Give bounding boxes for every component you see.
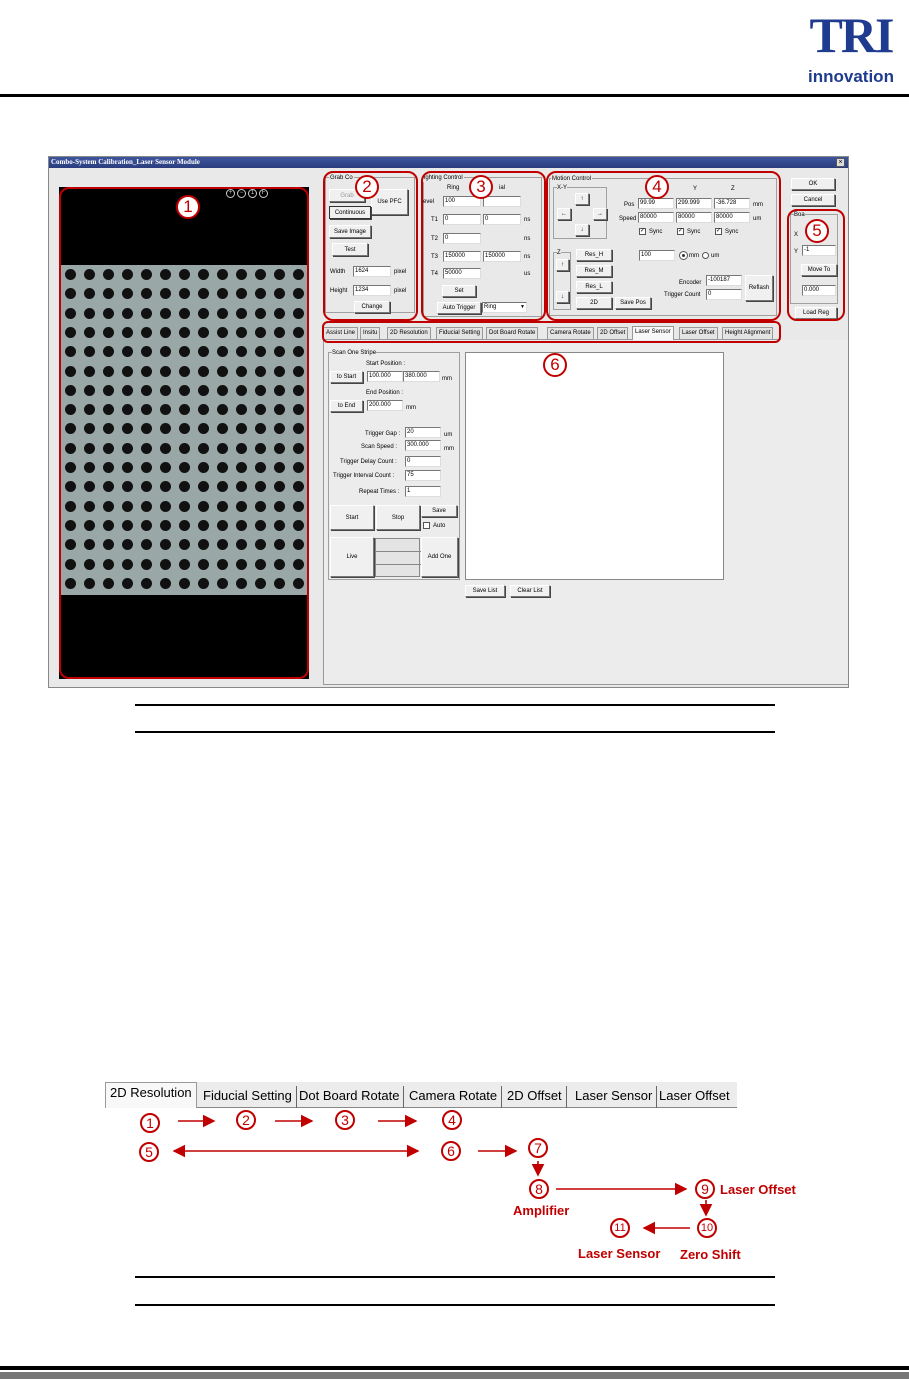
flow-step-11: 11 — [610, 1218, 630, 1238]
continuous-button[interactable]: Continuous — [329, 206, 371, 219]
board-y-label: Y — [794, 249, 799, 255]
move-to-button[interactable]: Move To — [801, 264, 837, 276]
strip-tab-2d-resolution: 2D Resolution — [105, 1082, 197, 1108]
t4-unit: us — [524, 271, 531, 277]
sync-z-checkbox[interactable]: ✓ — [716, 228, 722, 234]
tab-laser-sensor[interactable]: Laser Sensor — [632, 326, 674, 340]
start-position-b-input[interactable]: 380.000 — [403, 371, 440, 382]
z-up-button[interactable]: ↑ — [556, 259, 569, 271]
flow-step-5: 5 — [139, 1142, 159, 1162]
um-label: um — [711, 253, 720, 259]
end-position-input[interactable]: 200.000 — [367, 400, 403, 411]
width-input[interactable]: 1624 — [353, 266, 391, 277]
sync-y-checkbox[interactable]: ✓ — [678, 228, 684, 234]
board-group-label: Boa — [794, 212, 805, 218]
trigger-interval-label: Trigger Interval Count : — [333, 473, 395, 479]
t2-unit: ns — [524, 236, 531, 242]
save-pos-button[interactable]: Save Pos — [615, 297, 651, 309]
flow-step-4: 4 — [442, 1110, 462, 1130]
slot-divider — [376, 564, 421, 565]
caption-rule — [135, 1304, 775, 1306]
sync-x-checkbox[interactable]: ✓ — [640, 228, 646, 234]
t3-label: T3 — [431, 254, 439, 260]
save-button[interactable]: Save — [421, 505, 457, 517]
width-label: Width — [330, 269, 346, 275]
to-start-button[interactable]: to Start — [330, 371, 363, 383]
z-down-button[interactable]: ↓ — [556, 291, 569, 303]
repeat-times-input[interactable]: 1 — [405, 486, 441, 497]
trigger-source-value: Ring — [484, 304, 497, 310]
tab-2d-resolution[interactable]: 2D Resolution — [387, 327, 431, 339]
scan-speed-input[interactable]: 300.000 — [405, 440, 441, 451]
sync-y-label: Sync — [687, 229, 701, 235]
live-button[interactable]: Live — [330, 537, 374, 577]
tab-assist-line[interactable]: Assist Line — [323, 327, 358, 339]
flow-step-1: 1 — [140, 1113, 160, 1133]
level-label: evel — [423, 199, 435, 205]
trigger-count-label: Trigger Count — [664, 292, 701, 298]
callout-box-image — [59, 187, 309, 679]
footer-band — [0, 1372, 909, 1379]
auto-checkbox[interactable] — [423, 522, 430, 529]
calibration-window — [48, 156, 849, 688]
scan-speed-label: Scan Speed : — [361, 444, 398, 450]
set-button[interactable]: Set — [442, 285, 476, 297]
z-column-label: Z — [731, 186, 735, 192]
tab-fiducial-setting[interactable]: Fiducial Setting — [436, 327, 483, 339]
speed-label: Speed — [619, 216, 637, 222]
auto-label: Auto — [433, 523, 446, 529]
flow-step-8: 8 — [529, 1179, 549, 1199]
zoom-in-icon[interactable]: + — [226, 189, 235, 198]
t1-label: T1 — [431, 217, 439, 223]
pos-z-input[interactable]: -36.728 — [714, 198, 750, 209]
speed-y-input[interactable]: 80000 — [676, 212, 712, 223]
t1-ring-input[interactable]: 0 — [443, 214, 481, 225]
encoder-value: -100187 — [706, 275, 742, 286]
scan-result-list[interactable] — [465, 352, 724, 580]
clear-list-button[interactable]: Clear List — [510, 585, 550, 597]
tab-height-alignment[interactable]: Height Alignment — [722, 327, 773, 339]
height-input[interactable]: 1234 — [353, 285, 391, 296]
encoder-label: Encoder — [679, 280, 702, 286]
grab-group-label: Grab Co — [330, 175, 353, 181]
trigger-delay-input[interactable]: 0 — [405, 456, 441, 467]
chevron-down-icon: ▼ — [520, 304, 525, 310]
start-position-label: Start Position : — [366, 361, 406, 367]
coaxial-column-label: ial — [499, 185, 506, 191]
amplifier-label: Amplifier — [513, 1203, 570, 1218]
stop-button[interactable]: Stop — [376, 505, 420, 530]
start-button[interactable]: Start — [330, 505, 374, 530]
res-h-button[interactable]: Res_H — [576, 249, 612, 261]
ring-column-label: Ring — [447, 185, 460, 191]
tab-camera-rotate[interactable]: Camera Rotate — [547, 327, 594, 339]
change-button[interactable]: Change — [354, 301, 390, 313]
live-preview-slots — [375, 538, 420, 577]
height-label: Height — [330, 288, 348, 294]
start-unit: mm — [442, 376, 452, 382]
mm-label: mm — [689, 253, 699, 259]
ok-button[interactable]: OK — [791, 178, 835, 190]
t3-unit: ns — [524, 254, 531, 260]
t3-coaxial-input[interactable]: 150000 — [483, 251, 521, 262]
to-end-button[interactable]: to End — [330, 400, 363, 412]
use-pfc-button[interactable]: Use PFC — [371, 189, 408, 215]
zoom-actual-icon[interactable]: 1 — [248, 189, 257, 198]
zoom-fit-icon[interactable]: F — [259, 189, 268, 198]
logo-mark: TRI — [809, 7, 893, 63]
caption-rule — [135, 704, 775, 706]
flow-step-10: 10 — [697, 1218, 717, 1238]
callout-badge-5: 5 — [805, 219, 829, 243]
scan-stripe-label: Scan One Stripe — [332, 350, 377, 356]
trigger-gap-label: Trigger Gap : — [365, 431, 401, 437]
board-x-label: X — [794, 232, 799, 238]
speed-unit: um — [753, 216, 762, 222]
flow-step-6: 6 — [441, 1141, 461, 1161]
save-image-button[interactable]: Save Image — [329, 225, 371, 238]
zero-shift-label: Zero Shift — [680, 1247, 741, 1262]
t4-label: T4 — [431, 271, 439, 277]
callout-badge-3: 3 — [469, 175, 493, 199]
flow-step-3: 3 — [335, 1110, 355, 1130]
zoom-out-icon[interactable]: − — [237, 189, 246, 198]
strip-tab-fiducial-setting: Fiducial Setting — [199, 1086, 297, 1108]
slot-divider — [376, 551, 421, 552]
flow-step-7: 7 — [528, 1138, 548, 1158]
reflash-button[interactable]: Reflash — [745, 275, 773, 301]
lighting-group-label: ighting Control — [424, 175, 463, 181]
start-position-a-input[interactable]: 100.000 — [367, 371, 403, 382]
t4-ring-input[interactable]: 50000 — [443, 268, 481, 279]
callout-badge-1: 1 — [176, 195, 200, 219]
board-y-input[interactable]: -1 — [802, 245, 836, 256]
strip-tab-2d-offset: 2D Offset — [503, 1086, 567, 1108]
caption-rule — [135, 731, 775, 733]
strip-tab-camera-rotate: Camera Rotate — [405, 1086, 502, 1108]
tab-laser-offset[interactable]: Laser Offset — [679, 327, 718, 339]
speed-z-input[interactable]: 80000 — [714, 212, 750, 223]
pos-unit: mm — [753, 202, 763, 208]
load-reg-button[interactable]: Load Reg — [795, 307, 837, 319]
scan-speed-unit: mm — [444, 446, 454, 452]
speed-x-input[interactable]: 80000 — [638, 212, 674, 223]
trigger-count-value: 0 — [706, 289, 742, 300]
save-list-button[interactable]: Save List — [465, 585, 505, 597]
tab-insitu[interactable]: Insitu — [360, 327, 380, 339]
motion-group-label: Motion Control — [552, 176, 592, 182]
callout-badge-2: 2 — [355, 175, 379, 199]
caption-rule — [135, 1276, 775, 1278]
width-unit: pixel — [394, 269, 407, 275]
auto-trigger-button[interactable]: Auto Trigger — [437, 302, 481, 314]
laser-sensor-label: Laser Sensor — [578, 1246, 661, 1261]
header-rule — [0, 94, 909, 97]
t3-ring-input[interactable]: 150000 — [443, 251, 481, 262]
callout-badge-4: 4 — [645, 175, 669, 199]
trigger-delay-label: Trigger Delay Count : — [340, 459, 397, 465]
step-input[interactable]: 100 — [639, 250, 675, 261]
repeat-times-label: Repeat Times : — [359, 489, 400, 495]
jog-up-button[interactable]: ↑ — [575, 193, 589, 205]
test-button[interactable]: Test — [332, 243, 368, 256]
strip-tab-dot-board-rotate: Dot Board Rotate — [295, 1086, 404, 1108]
tab-2d-offset[interactable]: 2D Offset — [597, 327, 628, 339]
res-m-button[interactable]: Res_M — [576, 265, 612, 277]
pos-label: Pos — [624, 202, 635, 208]
logo-subtitle: innovation — [808, 67, 894, 86]
z-label: Z — [557, 250, 561, 256]
close-button[interactable]: × — [836, 158, 845, 167]
laser-offset-label: Laser Offset — [720, 1182, 796, 1197]
jog-right-button[interactable]: → — [593, 208, 607, 220]
board-value: 0.000 — [802, 285, 836, 296]
callout-badge-6: 6 — [543, 353, 567, 377]
pos-x-input[interactable]: 99.99 — [638, 198, 674, 209]
res-l-button[interactable]: Res_L — [576, 281, 612, 293]
trigger-interval-input[interactable]: 75 — [405, 470, 441, 481]
window-title: Combo-System Calibration_Laser Sensor Module — [49, 157, 849, 168]
end-position-label: End Position : — [366, 390, 404, 396]
tab-dot-board-rotate[interactable]: Dot Board Rotate — [486, 327, 538, 339]
trigger-gap-unit: um — [444, 432, 453, 438]
2d-button[interactable]: 2D — [576, 297, 612, 309]
t2-ring-input[interactable]: 0 — [443, 233, 481, 244]
t1-coaxial-input[interactable]: 0 — [483, 214, 521, 225]
height-unit: pixel — [394, 288, 407, 294]
trigger-gap-input[interactable]: 20 — [405, 427, 441, 438]
tri-logo — [796, 5, 906, 90]
footer-rule — [0, 1366, 909, 1370]
sync-z-label: Sync — [725, 229, 739, 235]
flow-step-9: 9 — [695, 1179, 715, 1199]
xy-label: X-Y — [557, 185, 568, 191]
callout-box-tabs — [322, 321, 781, 343]
y-column-label: Y — [693, 186, 698, 192]
jog-down-button[interactable]: ↓ — [575, 224, 589, 236]
t1-unit: ns — [524, 217, 531, 223]
cancel-button[interactable]: Cancel — [791, 194, 835, 206]
t2-label: T2 — [431, 236, 439, 242]
add-one-button[interactable]: Add One — [421, 537, 458, 577]
end-unit: mm — [406, 405, 416, 411]
strip-tab-laser-offset: Laser Offset — [659, 1088, 730, 1103]
jog-left-button[interactable]: ← — [557, 208, 571, 220]
strip-tab-laser-sensor: Laser Sensor — [571, 1086, 657, 1108]
sync-x-label: Sync — [649, 229, 663, 235]
level-ring-input[interactable]: 100 — [443, 196, 481, 207]
flow-step-2: 2 — [236, 1110, 256, 1130]
grab-button[interactable]: Grab — [329, 189, 365, 202]
pos-y-input[interactable]: 299.999 — [676, 198, 712, 209]
